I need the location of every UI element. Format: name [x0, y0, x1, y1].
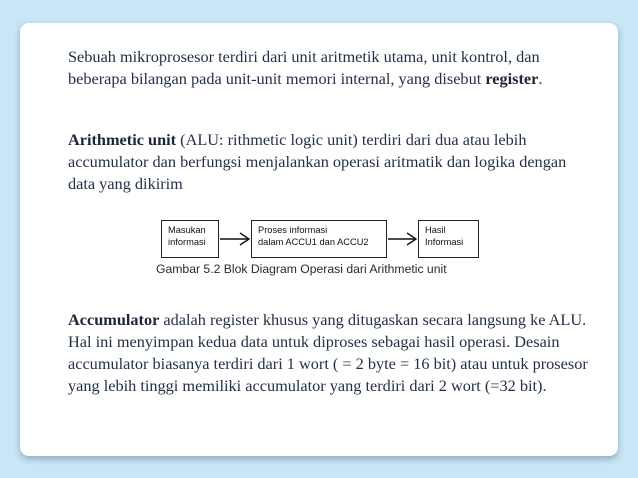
result-info-line2: Informasi: [425, 237, 464, 247]
input-info-line2: informasi: [168, 237, 206, 247]
accumulator-text: adalah register khusus yang ditugaskan secara langsung ke ALU. Hal ini menyimpan kedua data untuk diproses sebagai hasil operasi. Desain accumulator biasanya terdiri dari 1 wort ( = 2 byte = 16 bit) atau untuk prosesor yang lebih tinggi memiliki accumulator yang terdiri dari 2 wort (=32 bit).: [68, 310, 588, 395]
result-info-line1: Hasil: [425, 225, 446, 235]
diagram-caption: Gambar 5.2 Blok Diagram Operasi dari Arithmetic unit: [156, 262, 447, 276]
intro-end: .: [538, 69, 543, 88]
process-info-line1: Proses informasi: [258, 225, 328, 235]
intro-text: Sebuah mikroprosesor terdiri dari unit aritmetik utama, unit kontrol, dan beberapa bilangan pada unit-unit memori internal, yang disebut: [68, 47, 540, 88]
arrow-input-to-process: [220, 233, 249, 245]
accumulator-paragraph: [68, 309, 588, 397]
input-info-line1: Masukan: [168, 225, 206, 235]
register-term: register: [485, 69, 539, 88]
accumulator-term: Accumulator: [68, 310, 160, 329]
process-info-line2: dalam ACCU1 dan ACCU2: [258, 237, 369, 247]
arrow-process-to-result: [388, 233, 416, 245]
alu-text: (ALU: rithmetic logic unit) terdiri dari dua atau lebih accumulator dan berfungsi menjalankan operasi aritmatik dan logika dengan data yang dikirim: [68, 130, 567, 193]
alu-term: Arithmetic unit: [68, 130, 177, 149]
